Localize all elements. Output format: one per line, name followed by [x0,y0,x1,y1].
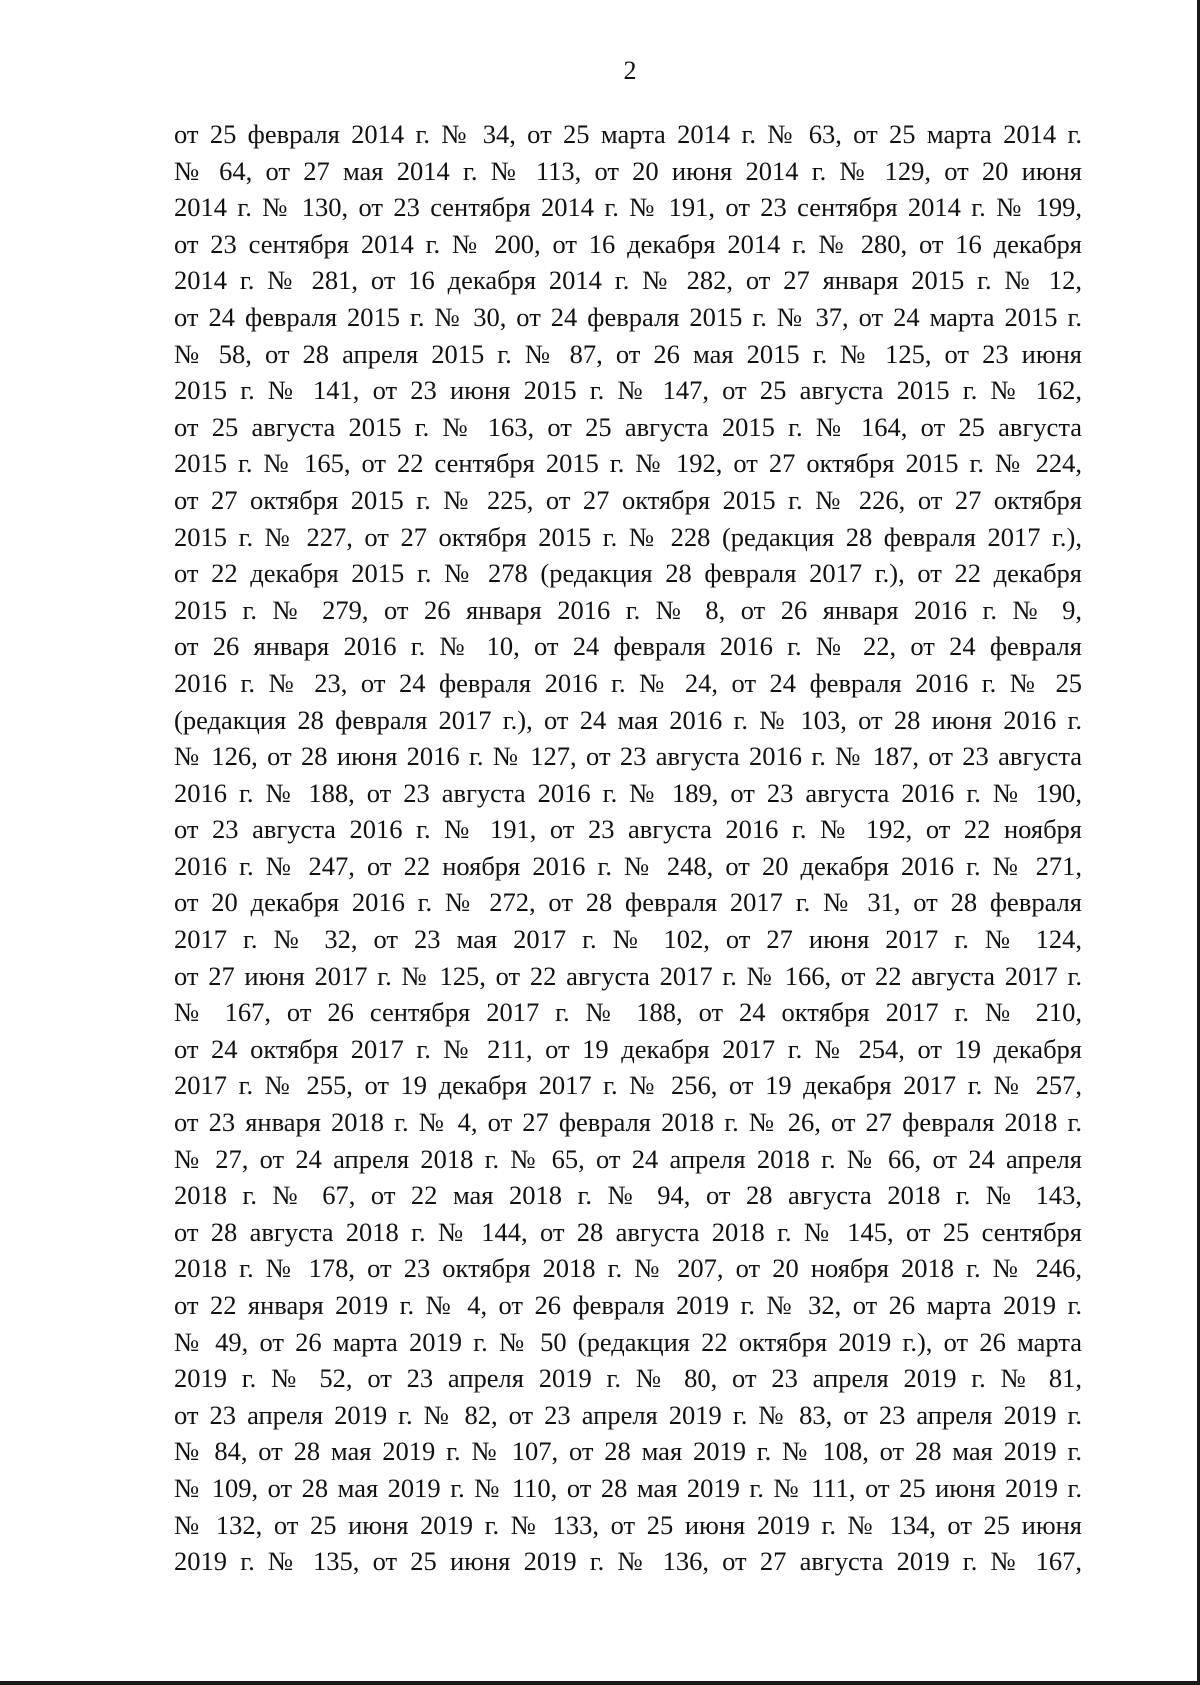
text-line: 2019 г. № 135, от 25 июня 2019 г. № 136, от 27 августа 2019 г. № 167, [174,1546,1082,1577]
page-number: 2 [623,56,637,85]
text-line: 2018 г. № 67, от 22 мая 2018 г. № 94, от 28 августа 2018 г. № 143, [174,1180,1082,1211]
text-line: от 26 января 2016 г. № 10, от 24 февраля 2016 г. № 22, от 24 февраля [174,631,1082,662]
text-line: от 24 февраля 2015 г. № 30, от 24 февраля 2015 г. № 37, от 24 марта 2015 г. [174,301,1082,332]
text-line: № 126, от 28 июня 2016 г. № 127, от 23 августа 2016 г. № 187, от 23 августа [174,741,1082,772]
text-line: (редакция 28 февраля 2017 г.), от 24 мая 2016 г. № 103, от 28 июня 2016 г. [174,704,1082,735]
text-line: от 23 августа 2016 г. № 191, от 23 августа 2016 г. № 192, от 22 ноября [174,814,1082,845]
text-line: 2017 г. № 255, от 19 декабря 2017 г. № 256, от 19 декабря 2017 г. № 257, [174,1070,1082,1101]
text-line: от 23 сентября 2014 г. № 200, от 16 декабря 2014 г. № 280, от 16 декабря [174,228,1082,259]
text-line: от 22 января 2019 г. № 4, от 26 февраля 2019 г. № 32, от 26 марта 2019 г. [174,1290,1082,1320]
text-line: № 27, от 24 апреля 2018 г. № 65, от 24 апреля 2018 г. № 66, от 24 апреля [174,1143,1082,1174]
text-line: от 20 декабря 2016 г. № 272, от 28 февраля 2017 г. № 31, от 28 февраля [174,887,1082,918]
text-line: от 25 февраля 2014 г. № 34, от 25 марта 2014 г. № 63, от 25 марта 2014 г. [174,119,1082,149]
text-line: № 49, от 26 марта 2019 г. № 50 (редакция 22 октября 2019 г.), от 26 марта [174,1326,1082,1357]
text-line: 2017 г. № 32, от 23 мая 2017 г. № 102, от 27 июня 2017 г. № 124, [174,924,1082,955]
text-line: 2016 г. № 247, от 22 ноября 2016 г. № 248, от 20 декабря 2016 г. № 271, [174,850,1082,881]
body-paragraph [174,116,1082,1580]
text-line: 2014 г. № 281, от 16 декабря 2014 г. № 282, от 27 января 2015 г. № 12, [174,265,1082,296]
text-line: от 27 октября 2015 г. № 225, от 27 октября 2015 г. № 226, от 27 октября [174,484,1082,515]
text-line: от 24 октября 2017 г. № 211, от 19 декабря 2017 г. № 254, от 19 декабря [174,1033,1082,1064]
text-line: № 132, от 25 июня 2019 г. № 133, от 25 июня 2019 г. № 134, от 25 июня [174,1509,1082,1540]
text-line: от 28 августа 2018 г. № 144, от 28 августа 2018 г. № 145, от 25 сентября [174,1216,1082,1247]
text-line: от 23 января 2018 г. № 4, от 27 февраля 2018 г. № 26, от 27 февраля 2018 г. [174,1107,1082,1138]
text-line: № 64, от 27 мая 2014 г. № 113, от 20 июня 2014 г. № 129, от 20 июня [174,155,1082,186]
text-line: 2016 г. № 188, от 23 августа 2016 г. № 189, от 23 августа 2016 г. № 190, [174,777,1082,808]
text-line: от 23 апреля 2019 г. № 82, от 23 апреля 2019 г. № 83, от 23 апреля 2019 г. [174,1399,1082,1430]
text-line: от 27 июня 2017 г. № 125, от 22 августа 2017 г. № 166, от 22 августа 2017 г. [174,960,1082,991]
text-line: 2015 г. № 279, от 26 января 2016 г. № 8, от 26 января 2016 г. № 9, [174,594,1082,625]
text-line: № 167, от 26 сентября 2017 г. № 188, от 24 октября 2017 г. № 210, [174,997,1082,1028]
text-line: от 22 декабря 2015 г. № 278 (редакция 28 февраля 2017 г.), от 22 декабря [174,558,1082,589]
scan-border-bottom [0,1681,1200,1685]
text-line: 2018 г. № 178, от 23 октября 2018 г. № 207, от 20 ноября 2018 г. № 246, [174,1253,1082,1284]
text-line: 2015 г. № 227, от 27 октября 2015 г. № 228 (редакция 28 февраля 2017 г.), [174,521,1082,552]
text-line: 2016 г. № 23, от 24 февраля 2016 г. № 24, от 24 февраля 2016 г. № 25 [174,667,1082,698]
text-line: 2015 г. № 165, от 22 сентября 2015 г. № 192, от 27 октября 2015 г. № 224, [174,448,1082,479]
text-line: № 84, от 28 мая 2019 г. № 107, от 28 мая 2019 г. № 108, от 28 мая 2019 г. [174,1436,1082,1467]
text-line: № 109, от 28 мая 2019 г. № 110, от 28 мая 2019 г. № 111, от 25 июня 2019 г. [174,1472,1082,1503]
text-line: 2019 г. № 52, от 23 апреля 2019 г. № 80, от 23 апреля 2019 г. № 81, [174,1363,1082,1394]
text-line: от 25 августа 2015 г. № 163, от 25 августа 2015 г. № 164, от 25 августа [174,411,1082,442]
text-line: 2014 г. № 130, от 23 сентября 2014 г. № 191, от 23 сентября 2014 г. № 199, [174,192,1082,223]
text-line: 2015 г. № 141, от 23 июня 2015 г. № 147, от 25 августа 2015 г. № 162, [174,375,1082,406]
text-line: № 58, от 28 апреля 2015 г. № 87, от 26 мая 2015 г. № 125, от 23 июня [174,338,1082,369]
